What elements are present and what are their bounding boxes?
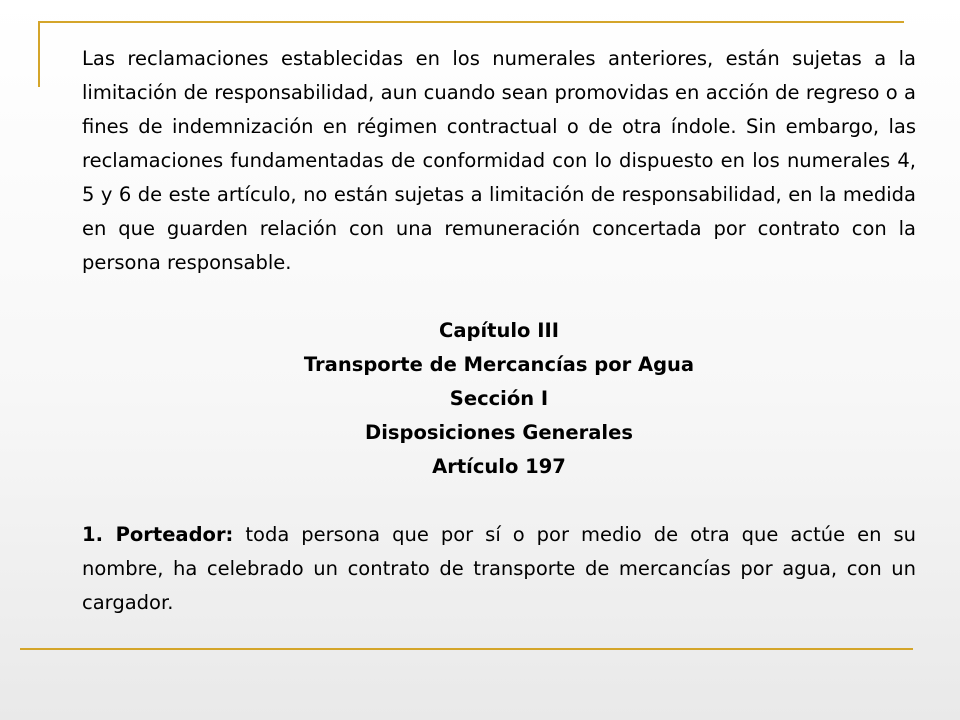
spacer	[82, 484, 916, 518]
paragraph-limitation-claims: Las reclamaciones establecidas en los numerales anteriores, están sujetas a la limitación de responsabilidad, aun cuando sean promovidas en acción de regreso o a fines de indemnización en régimen contractual o de otra índole. Sin embargo, las reclamaciones fundamentadas de conformidad con lo dispuesto en los numerales 4, 5 y 6 de este artículo, no están sujetas a limitación de responsabilidad, en la medida en que guarden relación con una remuneración concertada por contrato con la persona responsable.	[82, 47, 916, 274]
document-body	[82, 42, 916, 620]
definition-term: 1. Porteador:	[82, 523, 234, 546]
section-title: Disposiciones Generales	[365, 421, 633, 444]
left-divider-line	[38, 21, 40, 87]
spacer	[82, 280, 916, 314]
top-divider-line	[38, 21, 904, 23]
definition-porteador	[82, 518, 916, 620]
definition-text: toda persona que por sí o por medio de otra que actúe en su nombre, ha celebrado un contrato de transporte de mercancías por agua, con un cargador.	[82, 523, 916, 614]
bottom-divider-line	[20, 648, 913, 650]
chapter-heading: Capítulo III	[439, 319, 559, 342]
section-heading: Sección I	[449, 387, 549, 410]
article-heading: Artículo 197	[432, 455, 566, 478]
chapter-title: Transporte de Mercancías por Agua	[303, 353, 695, 376]
chapter-headings	[82, 314, 916, 484]
